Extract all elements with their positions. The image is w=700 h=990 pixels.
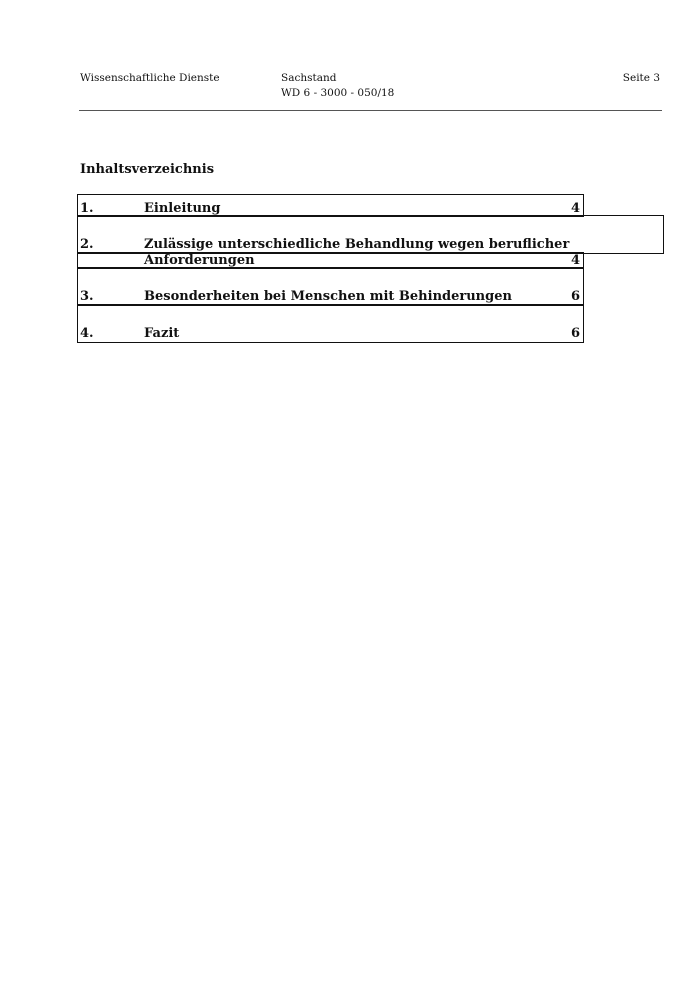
toc-heading: Inhaltsverzeichnis bbox=[80, 162, 215, 177]
header-institution: Wissenschaftliche Dienste bbox=[80, 72, 220, 84]
toc-entry-1-page[interactable]: 4 bbox=[570, 201, 580, 216]
toc-entry-2-title-line2[interactable]: Anforderungen bbox=[144, 253, 255, 268]
toc-entry-1-title[interactable]: Einleitung bbox=[144, 201, 221, 216]
toc-entry-2-title-line1[interactable]: Zulässige unterschiedliche Behandlung wegen beruflicher bbox=[144, 237, 570, 252]
toc-entry-2-number[interactable]: 2. bbox=[80, 237, 94, 252]
toc-entry-4-page[interactable]: 6 bbox=[570, 326, 580, 341]
toc-entry-1-number[interactable]: 1. bbox=[80, 201, 94, 216]
header-doc-type: Sachstand bbox=[281, 72, 337, 84]
toc-entry-3-title[interactable]: Besonderheiten bei Menschen mit Behinderungen bbox=[144, 289, 512, 304]
toc-entry-4-title[interactable]: Fazit bbox=[144, 326, 180, 341]
toc-entry-3-page[interactable]: 6 bbox=[570, 289, 580, 304]
toc-entry-3-number[interactable]: 3. bbox=[80, 289, 94, 304]
toc-entry-4-number[interactable]: 4. bbox=[80, 326, 94, 341]
header-document-info bbox=[281, 71, 394, 101]
header-doc-number: WD 6 - 3000 - 050/18 bbox=[281, 87, 395, 99]
header-page-number: Seite 3 bbox=[622, 72, 660, 84]
header-divider bbox=[79, 110, 662, 111]
toc-entry-2-page[interactable]: 4 bbox=[570, 253, 580, 268]
